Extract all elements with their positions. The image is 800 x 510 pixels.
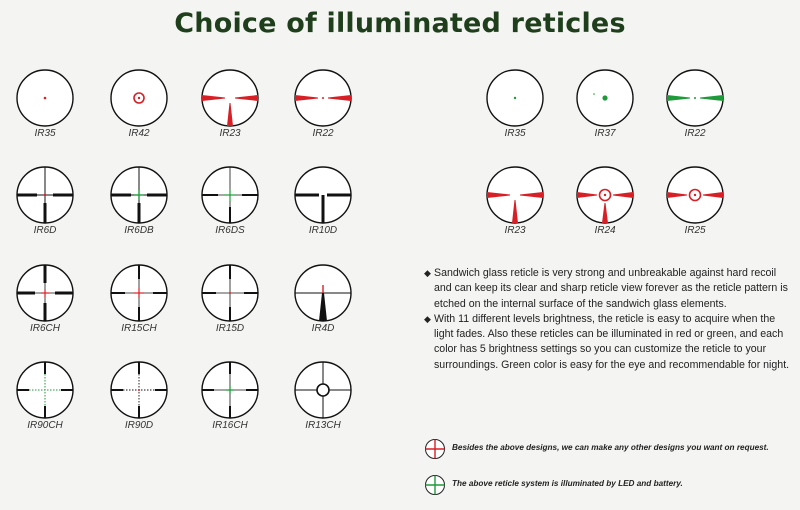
- reticle-right-ir37-icon: [575, 68, 635, 128]
- reticle-label: IR22: [312, 128, 334, 139]
- reticle-ir42-icon: [109, 68, 169, 128]
- footnote-led: [424, 474, 800, 498]
- reticle-label: IR6D: [33, 225, 57, 236]
- reticle-label: IR10D: [308, 225, 338, 236]
- reticle-label: IR22: [684, 128, 706, 139]
- reticle-ir90ch-icon: [15, 360, 75, 420]
- reticle-ir90ch: [0, 360, 90, 442]
- reticle-ir35: [0, 68, 90, 150]
- reticle-ir15ch: [94, 263, 184, 345]
- reticle-right-ir24: [560, 165, 650, 247]
- reticle-ir42: [94, 68, 184, 150]
- footnote-custom-designs: [424, 438, 800, 462]
- reticle-ir6d: [0, 165, 90, 247]
- reticle-label: IR35: [504, 128, 526, 139]
- reticle-ir22: [278, 68, 368, 150]
- reticle-label: IR24: [594, 225, 616, 236]
- reticle-ir15d-icon: [200, 263, 260, 323]
- reticle-ir15ch-icon: [109, 263, 169, 323]
- reticle-right-ir35: [470, 68, 560, 150]
- reticle-label: IR4D: [311, 323, 335, 334]
- diamond-bullet-icon: ◆: [424, 313, 431, 324]
- green-crosshair-icon: [424, 474, 446, 496]
- reticle-right-ir22: [650, 68, 740, 150]
- feature-bullet: [424, 312, 796, 373]
- reticle-right-ir23-icon: [485, 165, 545, 225]
- footnotes: [424, 438, 800, 510]
- reticle-ir16ch-icon: [200, 360, 260, 420]
- reticle-ir13ch: [278, 360, 368, 442]
- reticle-ir35-icon: [15, 68, 75, 128]
- reticle-right-ir22-icon: [665, 68, 725, 128]
- reticle-label: IR90CH: [27, 420, 63, 431]
- reticle-label: IR35: [34, 128, 56, 139]
- reticle-label: IR37: [594, 128, 616, 139]
- reticle-label: IR6DS: [215, 225, 245, 236]
- reticle-label: IR6DB: [124, 225, 154, 236]
- reticle-label: IR13CH: [305, 420, 341, 431]
- reticle-right-ir25-icon: [665, 165, 725, 225]
- reticle-right-ir25: [650, 165, 740, 247]
- reticle-ir6db: [94, 165, 184, 247]
- page-title: Choice of illuminated reticles: [174, 8, 626, 39]
- reticle-ir6db-icon: [109, 165, 169, 225]
- reticle-ir15d: [185, 263, 275, 345]
- reticle-ir22-icon: [293, 68, 353, 128]
- reticle-ir6ch: [0, 263, 90, 345]
- reticle-ir13ch-icon: [293, 360, 353, 420]
- reticle-label: IR15CH: [121, 323, 157, 334]
- feature-list: [424, 266, 796, 373]
- reticle-label: IR15D: [215, 323, 245, 334]
- reticle-label: IR16CH: [212, 420, 248, 431]
- reticle-ir6ds: [185, 165, 275, 247]
- red-crosshair-icon: [424, 438, 446, 460]
- reticle-label: IR6CH: [29, 323, 60, 334]
- reticle-right-ir35-icon: [485, 68, 545, 128]
- reticle-ir6ch-icon: [15, 263, 75, 323]
- reticle-ir6d-icon: [15, 165, 75, 225]
- reticle-label: IR42: [128, 128, 150, 139]
- reticle-ir10d: [278, 165, 368, 247]
- reticle-ir10d-icon: [293, 165, 353, 225]
- feature-text: With 11 different levels brightness, the reticle is easy to acquire when the light fades. Also these reticles can be illuminated in red or green, and each color has 5 brightness settings so you can customize the reticle to your surroundings. Green color is easy for the eye and recommendable for night.: [434, 312, 790, 371]
- reticle-label: IR23: [504, 225, 526, 236]
- reticle-right-ir23: [470, 165, 560, 247]
- reticle-ir4d: [278, 263, 368, 345]
- reticle-ir23: [185, 68, 275, 150]
- reticle-ir90d-icon: [109, 360, 169, 420]
- diamond-bullet-icon: ◆: [424, 268, 431, 278]
- footnote-text: Besides the above designs, we can make any other designs you want on request.: [452, 443, 769, 452]
- reticle-ir90d: [94, 360, 184, 442]
- reticle-label: IR23: [219, 128, 241, 139]
- feature-text: Sandwich glass reticle is very strong and unbreakable against hard recoil and can keep its clear and sharp reticle view forever as the reticle pattern is etched on the internal surface of the sandwich glass elements.: [434, 267, 788, 310]
- reticle-ir6ds-icon: [200, 165, 260, 225]
- reticle-ir16ch: [185, 360, 275, 442]
- reticle-right-ir37: [560, 68, 650, 150]
- reticle-label: IR90D: [124, 420, 154, 431]
- reticle-label: IR25: [684, 225, 706, 236]
- reticle-ir4d-icon: [293, 263, 353, 323]
- reticle-ir23-icon: [200, 68, 260, 128]
- reticle-right-ir24-icon: [575, 165, 635, 225]
- feature-bullet: [424, 266, 796, 312]
- footnote-text: The above reticle system is illuminated by LED and battery.: [452, 479, 683, 488]
